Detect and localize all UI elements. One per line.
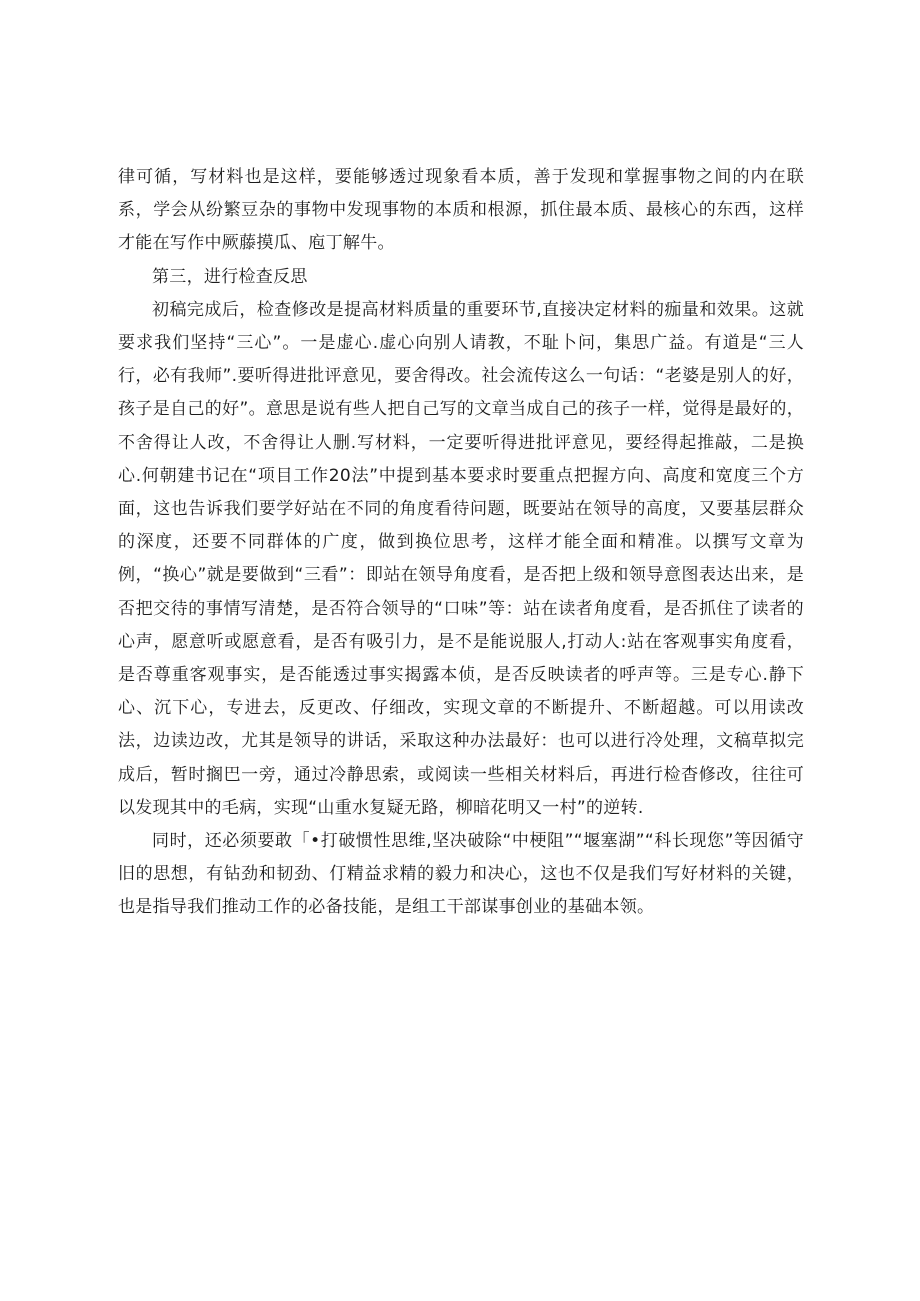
document-body [118, 161, 804, 925]
paragraph-review: 初稿完成后，检查修改是提高材料质量的重要环节,直接决定材料的痂量和效果。这就要求我们坚持“三心”。一是虚心.虚心向别人请教，不耻卜问，集思广益。有道是“三人行，必有我师”.要听得进批评意见，要舍得改。社会流传这么一句话：“老婆是别人的好，孩子是自己的好”。意思是说有些人把自己写的文章当成自己的孩子一样，觉得是最好的，不舍得让人改，不舍得让人删.写材料，一定要听得进批评意见，要经得起推敲，二是换心.何朝建书记在“项目工作20法”中提到基本要求时要重点把握方向、高度和宽度三个方面，这也告诉我们要学好站在不同的角度看待问题，既要站在领导的高度，又要基层群众的深度，还要不同群体的广度，做到换位思考，这样才能全面和精准。以撰写文章为例，“换心”就是要做到“三看”：即站在领导角度看，是否把上级和领导意图表达出来，是否把交待的事情写清楚，是否符合领导的“口味”等：站在读者角度看，是否抓住了读者的心声，愿意听或愿意看，是否有吸引力，是不是能说服人,打动人:站在客观事实角度看，是否尊重客观事实，是否能透过事实揭露本侦，是否反映读者的呼声等。三是专心.静下心、沉下心，专进去，反更改、仔细改，实现文章的不断提升、不断超越。可以用读改法，边读边改，尤其是领导的讲话，采取这种办法最好：也可以进行冷处理，文稿草拟完成后，暂时搁巴一旁，通过冷静思索，或阅读一些相关材料后，再进行检杳修改，往往可以发现其中的毛病，实现“山重水复疑无路，柳暗花明又一村”的逆转. [118, 299, 804, 818]
section-heading: 第三，进行检查反思 [152, 266, 308, 287]
paragraph-continuation: 律可循，写材料也是这样，要能够透过现象看本质，善于发现和掌握事物之间的内在联系，学会从纷繁豆杂的事物中发现事物的本质和根源，抓住最本质、最核心的东西，这样才能在写作中厥藤摸瓜、庖丁解牛。 [118, 167, 804, 254]
paragraph-conclusion: 同时，还必须要敢「•打破惯性思维,坚决破除“中梗阻”“堰塞湖”“科长现您”等因循守旧的思想，有钻劲和韧劲、仃精益求精的毅力和决心，这也不仅是我们写好材料的关键，也是指导我们推动工作的必备技能，是组工干部谋事创业的基础本领。 [118, 831, 804, 918]
